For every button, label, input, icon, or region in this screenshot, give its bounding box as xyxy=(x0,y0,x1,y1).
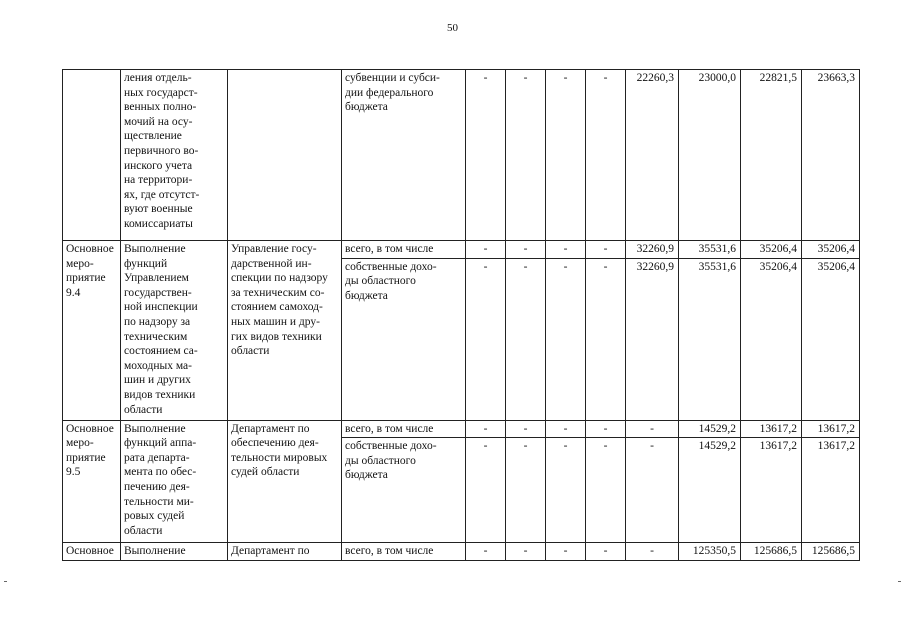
executor-cell xyxy=(228,70,342,241)
empty-year-cell: - xyxy=(626,543,679,561)
empty-year-cell: - xyxy=(546,543,586,561)
amount-cell: 125686,5 xyxy=(741,543,802,561)
empty-year-cell: - xyxy=(586,420,626,438)
empty-year-cell: - xyxy=(626,420,679,438)
funding-source-cell: всего, в том числе xyxy=(342,543,466,561)
amount-cell: 35206,4 xyxy=(741,258,802,420)
funding-source-cell: субвенции и субси- дии федерального бюджета xyxy=(342,70,466,241)
empty-year-cell: - xyxy=(586,241,626,259)
amount-cell: 35206,4 xyxy=(741,241,802,259)
amount-cell: 13617,2 xyxy=(802,420,860,438)
amount-cell: 125686,5 xyxy=(802,543,860,561)
empty-year-cell: - xyxy=(466,420,506,438)
scan-mark xyxy=(4,581,7,582)
empty-year-cell: - xyxy=(466,543,506,561)
event-number-cell xyxy=(63,70,121,241)
empty-year-cell: - xyxy=(506,241,546,259)
amount-cell: 13617,2 xyxy=(802,438,860,543)
funding-source-cell: собственные дохо- ды областного бюджета xyxy=(342,258,466,420)
amount-cell: 125350,5 xyxy=(679,543,741,561)
budget-table xyxy=(62,69,860,561)
funding-source-cell: всего, в том числе xyxy=(342,420,466,438)
amount-cell: 13617,2 xyxy=(741,438,802,543)
empty-year-cell: - xyxy=(586,438,626,543)
empty-year-cell: - xyxy=(466,241,506,259)
empty-year-cell: - xyxy=(466,258,506,420)
event-number-cell: Основное меро- приятие 9.4 xyxy=(63,241,121,421)
amount-cell: 13617,2 xyxy=(741,420,802,438)
executor-cell: Департамент по xyxy=(228,543,342,561)
empty-year-cell: - xyxy=(586,543,626,561)
amount-cell: 32260,9 xyxy=(626,241,679,259)
event-name-cell: Выполнение функций Управлением государствен- ной инспекции по надзору за техническим состоянием са- моходных ма- шин и других видов техники области xyxy=(121,241,228,421)
empty-year-cell: - xyxy=(546,241,586,259)
table-row xyxy=(63,543,860,561)
empty-year-cell: - xyxy=(506,420,546,438)
empty-year-cell: - xyxy=(546,420,586,438)
empty-year-cell: - xyxy=(506,543,546,561)
amount-cell: 22821,5 xyxy=(741,70,802,241)
page-number: 50 xyxy=(447,22,458,34)
empty-year-cell: - xyxy=(546,70,586,241)
table-row xyxy=(63,420,860,438)
empty-year-cell: - xyxy=(506,70,546,241)
empty-year-cell: - xyxy=(466,70,506,241)
empty-year-cell: - xyxy=(586,70,626,241)
table-row xyxy=(63,241,860,259)
empty-year-cell: - xyxy=(466,438,506,543)
empty-year-cell: - xyxy=(506,438,546,543)
amount-cell: 35206,4 xyxy=(802,258,860,420)
empty-year-cell: - xyxy=(626,438,679,543)
amount-cell: 32260,9 xyxy=(626,258,679,420)
event-number-cell: Основное меро- приятие 9.5 xyxy=(63,420,121,543)
event-name-cell: Выполнение xyxy=(121,543,228,561)
amount-cell: 14529,2 xyxy=(679,420,741,438)
executor-cell: Управление госу- дарственной ин- спекции по надзору за техническим со- стоянием самоход- ных машин и дру- гих видов техники области xyxy=(228,241,342,421)
event-number-cell: Основное xyxy=(63,543,121,561)
event-name-cell: Выполнение функций аппа- рата департа- мента по обес- печению дея- тельности ми- ровых судей области xyxy=(121,420,228,543)
amount-cell: 23663,3 xyxy=(802,70,860,241)
scan-mark xyxy=(898,581,901,582)
empty-year-cell: - xyxy=(546,258,586,420)
amount-cell: 14529,2 xyxy=(679,438,741,543)
amount-cell: 35206,4 xyxy=(802,241,860,259)
funding-source-cell: всего, в том числе xyxy=(342,241,466,259)
empty-year-cell: - xyxy=(506,258,546,420)
amount-cell: 35531,6 xyxy=(679,258,741,420)
empty-year-cell: - xyxy=(586,258,626,420)
table-row xyxy=(63,70,860,241)
empty-year-cell: - xyxy=(546,438,586,543)
funding-source-cell: собственные дохо- ды областного бюджета xyxy=(342,438,466,543)
amount-cell: 23000,0 xyxy=(679,70,741,241)
amount-cell: 35531,6 xyxy=(679,241,741,259)
executor-cell: Департамент по обеспечению дея- тельности мировых судей области xyxy=(228,420,342,543)
amount-cell: 22260,3 xyxy=(626,70,679,241)
event-name-cell: ления отдель- ных государст- венных полно- мочий на осу- ществление первичного во- инского учета на территори- ях, где отсутст- вуют военные комиссариаты xyxy=(121,70,228,241)
